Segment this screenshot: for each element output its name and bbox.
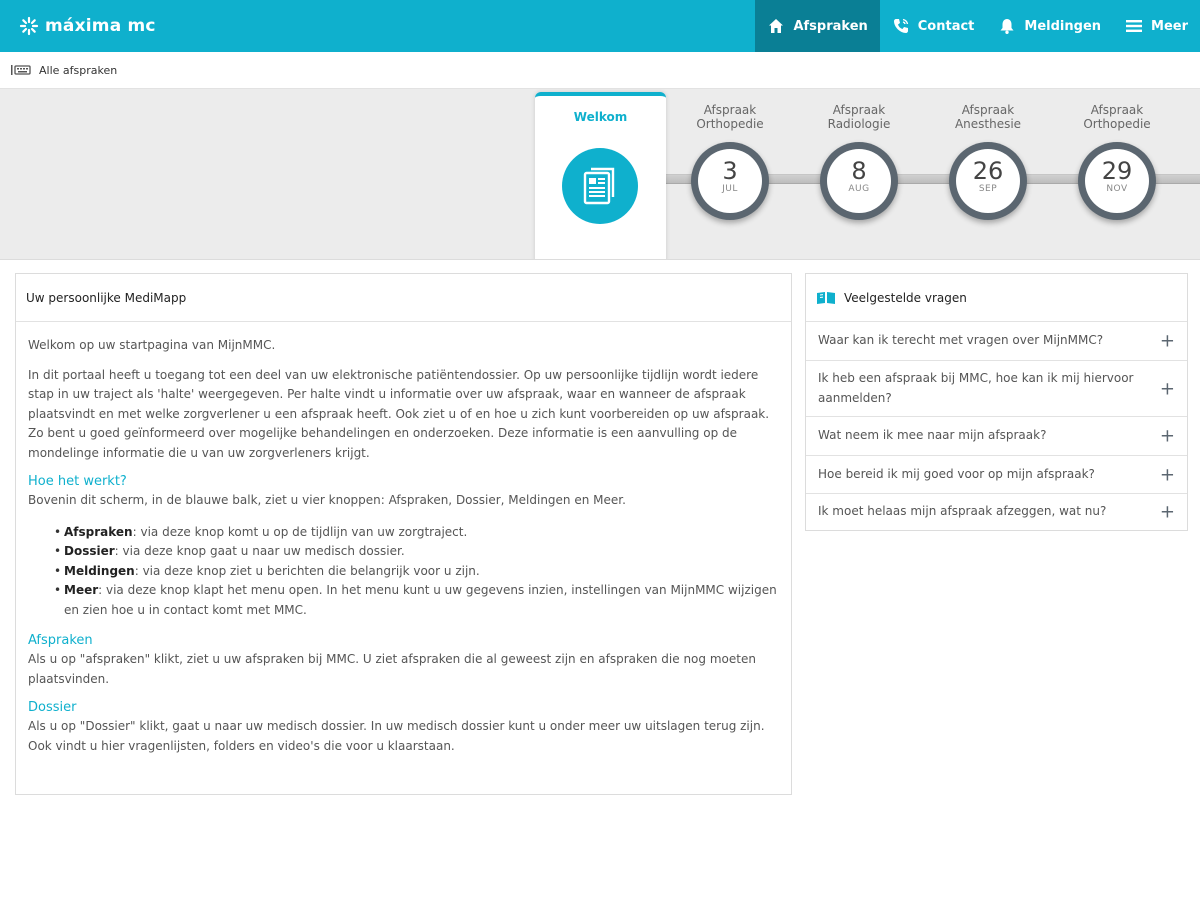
nav-meer[interactable] xyxy=(1113,0,1200,52)
nav-meldingen[interactable] xyxy=(986,0,1113,52)
intro-paragraph: In dit portaal heeft u toegang tot een deel van uw elektronische patiëntendossier. Op uw persoonlijke tijdlijn wordt iedere stap in uw traject als 'halte' weergegeven. Per halte vindt u informatie over uw afspraak, waar en wanneer de afspraak plaatsvindt en met welke zorgverlener u een afspraak heeft. Ook ziet u of en hoe u zich kunt voorbereiden op uw afspraak. Zo bent u goed geïnformeerd over mogelijke behandelingen en onderzoeken. Deze informatie is een aanvulling op de mondelinge informatie die u van uw zorgverleners krijgt. xyxy=(28,367,770,460)
plus-icon[interactable]: + xyxy=(1159,425,1175,447)
faq-question: Ik moet helaas mijn afspraak afzeggen, wat nu? xyxy=(818,504,1107,519)
stop-label xyxy=(1062,103,1172,131)
faq-item[interactable] xyxy=(806,417,1187,456)
logo[interactable] xyxy=(18,14,156,38)
list-item-term: Afspraken xyxy=(64,524,133,539)
list-item-term: Meer xyxy=(64,583,99,597)
faq-item[interactable] xyxy=(806,322,1187,361)
medimapp-panel xyxy=(15,273,792,795)
bell-icon xyxy=(998,17,1016,35)
dossier-text: Als u op "Dossier" klikt, gaat u naar uw medisch dossier. In uw medisch dossier kunt u onder meer uw uitslagen terug zijn. Ook vindt u hier vragenlijsten, folders en video's die voor u klaarstaan. xyxy=(28,719,765,753)
faq-question: Wat neem ik mee naar mijn afspraak? xyxy=(818,428,1047,443)
timeline-stop[interactable] xyxy=(675,89,785,259)
plus-icon[interactable]: + xyxy=(1159,463,1175,485)
timeline xyxy=(0,89,1200,260)
stop-label-line2: Radiologie xyxy=(827,117,891,131)
nav-contact-label: Contact xyxy=(917,18,975,34)
main-nav xyxy=(755,0,1200,52)
logo-icon xyxy=(18,15,40,37)
home-icon xyxy=(767,17,785,35)
list-item-text: : via deze knop gaat u naar uw medisch dossier. xyxy=(114,544,405,558)
stop-label xyxy=(933,103,1043,131)
stop-label-line1: Afspraak xyxy=(1090,103,1144,117)
breadcrumb-bar xyxy=(0,52,1200,89)
nav-contact[interactable] xyxy=(880,0,987,52)
panel-title: Uw persoonlijke MediMapp xyxy=(16,274,791,322)
list-item xyxy=(54,542,779,562)
faq-question: Ik heb een afspraak bij MMC, hoe kan ik mij hiervoor aanmelden? xyxy=(818,371,1134,405)
plus-icon[interactable]: + xyxy=(1159,377,1175,399)
dossier-heading: Dossier xyxy=(28,700,77,715)
keyboard-icon xyxy=(10,63,32,77)
document-icon xyxy=(581,166,619,206)
nav-afspraken-label: Afspraken xyxy=(793,18,868,34)
nav-meer-label: Meer xyxy=(1151,18,1188,34)
afspraken-text: Als u op "afspraken" klikt, ziet u uw afspraken bij MMC. U ziet afspraken die al geweest zijn en afspraken die nog moeten plaatsvinden. xyxy=(28,652,756,686)
stop-date-circle xyxy=(691,142,769,220)
stop-date-circle xyxy=(949,142,1027,220)
stop-day: 26 xyxy=(972,157,1004,185)
stop-label xyxy=(804,103,914,131)
timeline-welcome-tab[interactable] xyxy=(535,92,666,260)
faq-panel xyxy=(805,273,1188,531)
stop-day: 29 xyxy=(1101,157,1133,185)
stop-label-line1: Afspraak xyxy=(961,103,1015,117)
timeline-stop[interactable] xyxy=(933,89,1043,259)
intro-text: Welkom op uw startpagina van MijnMMC. xyxy=(28,338,276,352)
logo-text: máxima mc xyxy=(45,16,156,36)
list-item xyxy=(54,523,779,543)
faq-item[interactable] xyxy=(806,361,1187,417)
stop-month: NOV xyxy=(1106,184,1128,194)
stop-date-circle xyxy=(820,142,898,220)
afspraken-heading: Afspraken xyxy=(28,633,93,648)
stop-label-line1: Afspraak xyxy=(832,103,886,117)
stop-month: JUL xyxy=(722,184,738,194)
plus-icon[interactable]: + xyxy=(1159,330,1175,352)
stop-month: AUG xyxy=(848,184,870,194)
nav-afspraken[interactable] xyxy=(755,0,879,52)
faq-question: Waar kan ik terecht met vragen over MijnMMC? xyxy=(818,333,1104,348)
top-bar xyxy=(0,0,1200,52)
list-item-term: Dossier xyxy=(64,544,115,558)
stop-label-line2: Anesthesie xyxy=(954,117,1022,131)
plus-icon[interactable]: + xyxy=(1159,501,1175,523)
list-item-text: : via deze knop klapt het menu open. In het menu kunt u uw gegevens inzien, instellingen van MijnMMC wijzigen en zien hoe u in contact komt met MMC. xyxy=(64,583,777,617)
how-heading: Hoe het werkt? xyxy=(28,474,127,489)
menu-icon xyxy=(1125,17,1143,35)
list-item-term: Meldingen xyxy=(64,563,135,578)
welcome-circle xyxy=(562,148,638,224)
timeline-stop[interactable] xyxy=(804,89,914,259)
stop-label-line2: Orthopedie xyxy=(1083,117,1151,131)
faq-question: Hoe bereid ik mij goed voor op mijn afspraak? xyxy=(818,466,1095,481)
faq-header xyxy=(806,274,1187,322)
stop-month: SEP xyxy=(978,184,998,194)
panel-body xyxy=(16,322,791,756)
faq-item[interactable] xyxy=(806,494,1187,530)
phone-icon xyxy=(892,17,910,35)
stop-label-line1: Afspraak xyxy=(703,103,757,117)
faq-title: Veelgestelde vragen xyxy=(844,290,967,305)
breadcrumb[interactable] xyxy=(10,63,117,77)
how-text: Bovenin dit scherm, in de blauwe balk, ziet u vier knoppen: Afspraken, Dossier, Meldingen en Meer. xyxy=(28,493,626,507)
button-list xyxy=(54,523,779,621)
list-item xyxy=(54,562,779,582)
stop-date-circle xyxy=(1078,142,1156,220)
list-item-text: : via deze knop ziet u berichten die belangrijk voor u zijn. xyxy=(134,563,480,578)
timeline-stop[interactable] xyxy=(1062,89,1172,259)
book-icon xyxy=(816,291,836,305)
nav-meldingen-label: Meldingen xyxy=(1024,18,1102,34)
stop-label-line2: Orthopedie xyxy=(696,117,764,131)
list-item xyxy=(54,581,779,620)
stop-label xyxy=(675,103,785,131)
welcome-label: Welkom xyxy=(573,110,628,124)
stop-day: 3 xyxy=(722,157,738,185)
faq-item[interactable] xyxy=(806,456,1187,494)
list-item-text: : via deze knop komt u op de tijdlijn van uw zorgtraject. xyxy=(132,524,468,539)
breadcrumb-label: Alle afspraken xyxy=(39,63,118,77)
stop-day: 8 xyxy=(851,157,867,185)
